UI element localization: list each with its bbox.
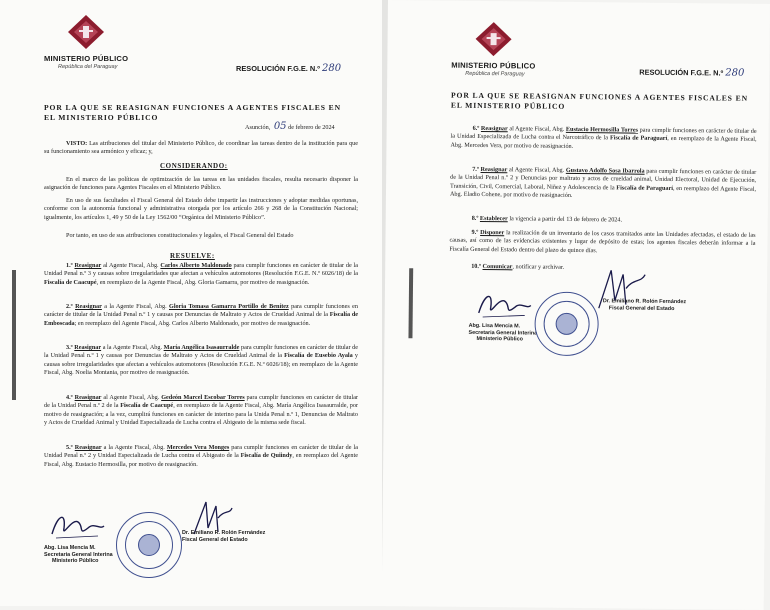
item-tail: , en reemplazo de la Agente Fiscal, Abg. María Angélica Isasaurralde, por motivo de reasignación; a la vez, cumplirá funciones en carácter de interino para la Unida Penal n.º 1, Denuncias de Maltrato y Actos de Crueldad Animal y Unidad Especializada de Lucha contra el Abigeato de la misma sede fiscal. (44, 402, 358, 426)
item-tail: , en reemplazo del Agente Fiscal, Abg. Eladio Cohene, por motivo de reasignación. (449, 184, 757, 199)
item-unit: Fiscalía de Caacupé (120, 402, 174, 410)
resolution-item (44, 344, 358, 377)
item-person-name: Mercedes Vera Monges (166, 444, 230, 451)
item-tail: días. (584, 246, 598, 254)
item-verb: Comunicar (482, 263, 513, 271)
resolution-item (44, 262, 358, 287)
institution-name: MINISTERIO PÚBLICO (44, 54, 129, 63)
item-number: 8.º (471, 214, 480, 222)
considerando-paragraph-1: En el marco de las políticas de optimización de las tareas en las unidades fiscales, resulta necesario disponer la asignación de funciones para Agentes Fiscales en el Ministerio Público. (44, 176, 358, 192)
item-verb: Reasignar (74, 444, 102, 451)
item-verb: Disponer (480, 228, 505, 237)
item-unit: Fiscalía de Caacupé (44, 278, 97, 286)
item-number: 6.º (472, 124, 481, 132)
fiscal-signature-block: Dr. Emiliano R. Rolón Fernández Fiscal General del Estado (182, 530, 266, 543)
item-prefix: , notificar y archivar. (512, 263, 565, 271)
item-prefix: a la Agente Fiscal, Abg. (101, 344, 164, 351)
resolution-label: RESOLUCIÓN F.G.E. N.º (236, 64, 321, 73)
item-text: para cumplir funciones en carácter de titular de la Unidad Penal n.º 3 y causas sobre irregularidades que afectan a vehículos automotores (Resolución F.G.E. N.º 6026/18) de la (44, 262, 358, 278)
item-person-name: Gedeón Marcel Escobar Torres (161, 394, 245, 401)
item-person-name: María Angélica Isasaurralde (163, 344, 240, 351)
item-unit: Fiscalía de Paraguarí (609, 134, 668, 143)
item-verb: Reasignar (75, 303, 102, 310)
item-prefix: la realización de un inventario de los casos tramitados ante las Unidades afectadas, el estado de las causas, así como de las evidencias existentes y lugar de depósito de estas; los agentes fiscales deberán informar a la Fiscalía General del Estado dentro del plazo de (449, 229, 756, 254)
item-verb: Reasignar (74, 262, 102, 269)
ministerio-publico-logo-icon (66, 14, 106, 50)
secretary-signature-icon (48, 508, 108, 544)
item-prefix: al Agente Fiscal, Abg. (507, 125, 566, 133)
item-prefix: la vigencia a partir del (507, 215, 567, 223)
item-number: 1.º (66, 262, 75, 269)
resolution-item (44, 444, 358, 469)
resolution-item (449, 229, 755, 257)
item-tail: , en reemplazo de la Agente Fiscal, Abg. Mercedes Vera, por motivo de reasignación. (450, 135, 757, 150)
item-text: 13 (566, 215, 573, 223)
secretary-signature-icon (475, 287, 535, 324)
document-title: POR LA QUE SE REASIGNAN FUNCIONES A AGENTES FISCALES EN EL MINISTERIO PÚBLICO (44, 103, 341, 122)
item-prefix: al Agente Fiscal, Abg. (101, 394, 162, 401)
item-text: para cumplir funciones en carácter de titular de la Unidad Penal n.º 1 y causas por Denuncias de Maltrato y Actos de Crueldad Animal de la (44, 344, 358, 360)
considerando-paragraph-3: Por tanto, en uso de sus atribuciones constitucionales y legales, el Fiscal General del Estado (66, 232, 294, 239)
resolution-number (639, 67, 744, 79)
item-text: quince (567, 246, 585, 254)
item-number: 9.º (471, 228, 481, 236)
document-page-1 (0, 0, 382, 606)
document-date: Asunción, 05 de febrero de 2024 (245, 121, 335, 132)
institution-subtitle: República del Paraguay (58, 64, 118, 70)
item-unit: Fiscalía de Quiindy (240, 452, 293, 460)
item-person-name: Eustacio Hermosilla Torres (565, 125, 639, 134)
item-person-name: Gustavo Adolfo Sosa Ibarrola (565, 166, 645, 175)
visto-paragraph: VISTO: Las atribuciones del titular del Ministerio Público, de coordinar las tareas dentro de la institución para que su funcionamiento sea armónico y eficaz; y, (44, 140, 359, 156)
item-text: para cumplir funciones en carácter de titular de la Unidad Penal n.º 1 y causas por Denuncias de Maltrato y Actos de Crueldad Animal de la (44, 303, 358, 319)
item-text: para cumplir funciones en carácter de titular de la Unidad Penal n.º 2 de la (44, 394, 359, 410)
item-number: 2.º (66, 303, 76, 310)
item-prefix: al Agente Fiscal, Abg. (507, 166, 566, 174)
official-stamp-icon (534, 292, 599, 357)
item-number: 4.º (66, 394, 75, 401)
item-number: 10.º (471, 262, 483, 271)
resolution-label: RESOLUCIÓN F.G.E. N.º (639, 67, 724, 78)
item-tail: ; en reemplazo del Agente Fiscal, Abg. Carlos Alberto Maldonado, por motivo de reasignación. (74, 319, 311, 327)
item-unit: Fiscalía de Paraguarí (616, 183, 674, 192)
item-person-name: Carlos Alberto Maldonado (160, 262, 232, 269)
resolution-item (450, 125, 756, 153)
institution-subtitle: República del Paraguay (465, 70, 525, 78)
ministerio-publico-logo-icon (473, 21, 513, 57)
resolution-number (236, 63, 341, 74)
resolution-item (450, 166, 756, 202)
item-person-name: Gloria Tomasa Gamarra Portillo de Benítez (169, 303, 289, 310)
item-number: 5.º (66, 444, 75, 451)
item-tail: de febrero de 2024. (572, 215, 623, 224)
considerando-heading: CONSIDERANDO: (160, 162, 228, 170)
item-text: para cumplir funciones en carácter de titular de la Unidad Penal n.º 2 y Denuncias por maltrato y actos de crueldad animal, Unidad Electoral, Unidad de Ejecución, Transición, Civil, Comercial, Laboral, Niñez y Adolescencia de la (450, 167, 757, 191)
page-edge-mark (12, 270, 16, 400)
resolution-item (44, 303, 358, 328)
item-prefix: a la Agente Fiscal, Abg. (101, 303, 169, 310)
resolution-number-handwritten: 280 (322, 63, 342, 74)
item-number: 7.º (472, 165, 481, 173)
document-title: POR LA QUE SE REASIGNAN FUNCIONES A AGENTES FISCALES EN EL MINISTERIO PÚBLICO (450, 90, 749, 111)
item-prefix: al Agente Fiscal, Abg. (101, 262, 161, 269)
item-number: 3.º (66, 344, 75, 351)
considerando-paragraph-2: En uso de sus facultades el Fiscal General del Estado debe impartir las instrucciones y adoptar medidas oportunas, conforme con la autonomía funcional y administrativa otorgada por los artículo 266 y 268 de la Constitución Nacional; igualmente, los artículos 1, 49 y 50 de la Ley 1562/00 “Orgánica del Ministerio Público”. (44, 197, 358, 221)
item-text: para cumplir funciones en carácter de titular de la Unidad Especializada de Lucha contra el Narcotráfico de la (450, 126, 757, 142)
item-verb: Reasignar (480, 165, 508, 174)
fiscal-signature-block: Dr. Emiliano R. Rolón Fernández Fiscal General del Estado (602, 298, 687, 312)
item-verb: Reasignar (74, 394, 102, 401)
resolution-item (450, 215, 756, 227)
item-tail: , en reemplazo de la Agente Fiscal, Abg. Gloria Gamarra, por motivo de reasignación. (96, 278, 310, 286)
resolution-item (44, 394, 358, 427)
secretary-signature-block: Abg. Lisa Mencia M. Secretaria General Interina Ministerio Público (468, 322, 538, 343)
item-prefix: a la Agente Fiscal, Abg. (101, 444, 167, 451)
item-text: para cumplir funciones en carácter de titular de la Unidad Penal n.º 2 y Unidad Especializada de Lucha contra el Abigeato de la (44, 444, 358, 460)
page-edge-mark (408, 268, 413, 338)
official-stamp-icon (116, 512, 182, 578)
document-page-2 (382, 0, 770, 610)
institution-name: MINISTERIO PÚBLICO (451, 60, 536, 71)
item-verb: Reasignar (480, 124, 508, 133)
item-unit: Fiscalía de Emboscada (44, 311, 359, 327)
resolution-number-handwritten: 280 (725, 67, 745, 79)
item-verb: Reasignar (74, 344, 102, 351)
item-tail: , en reemplazo del Agente Fiscal, Abg. Eustacio Hermosilla, por motivo de reasignación. (44, 452, 358, 468)
item-unit: Fiscalía de Eusebio Ayala (284, 352, 353, 360)
resuelve-heading: RESUELVE: (170, 252, 215, 260)
item-tail: y causas sobre irregularidades que afectan a vehículos automotores (Resolución F.G.E. N.º 6026/18); en reemplazo de la Agente Fiscal, Abg. Noelia Montania, por motivo de reasignación. (44, 352, 359, 376)
item-verb: Establecer (479, 214, 508, 223)
secretary-signature-block: Abg. Lisa Mencia M. Secretaria General Interina Ministerio Público (44, 545, 113, 565)
